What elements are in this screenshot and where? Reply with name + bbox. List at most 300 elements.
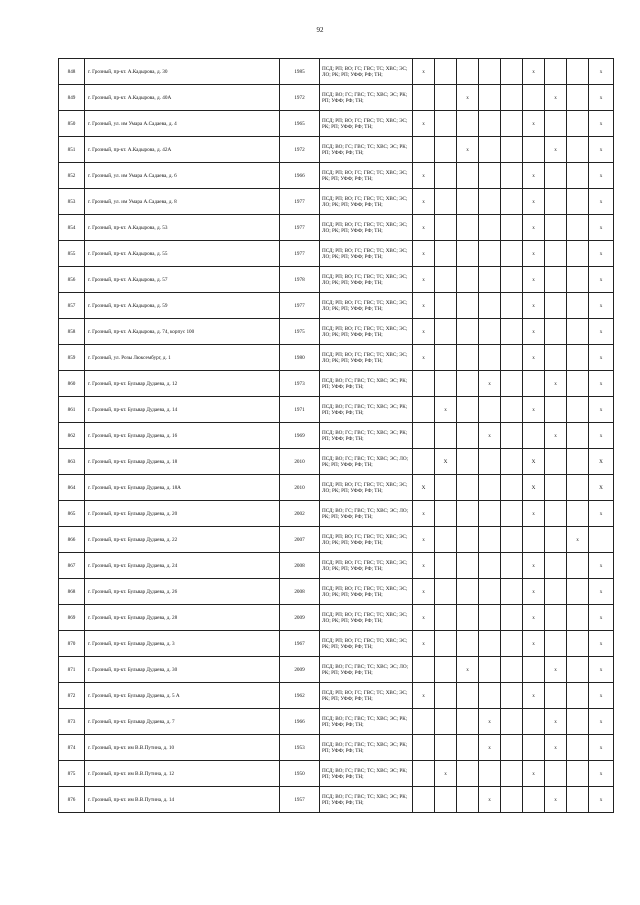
mark-cell: x <box>457 85 479 111</box>
mark-cell <box>435 163 457 189</box>
mark-cell <box>501 267 523 293</box>
year-cell: 2010 <box>280 475 320 501</box>
mark-cell: x <box>589 163 614 189</box>
table-row <box>59 527 614 553</box>
works-list-cell: ПСД; ВО; ГС; ГВС; ТС; ХВС; ЭС; РК; РП; УФФ; РФ; ТН; <box>320 371 413 397</box>
mark-cell: x <box>413 527 435 553</box>
mark-cell <box>501 137 523 163</box>
mark-cell <box>501 319 523 345</box>
table-row <box>59 215 614 241</box>
mark-cell: x <box>523 397 545 423</box>
row-number: 865 <box>59 501 85 527</box>
year-cell: 1975 <box>280 319 320 345</box>
mark-cell <box>413 449 435 475</box>
mark-cell <box>501 579 523 605</box>
address-cell: г. Грозный, пр-кт. им В.В.Путина, д. 10 <box>85 735 280 761</box>
address-cell: г. Грозный, пр-кт. А.Кадырова, д. 30 <box>85 59 280 85</box>
address-cell: г. Грозный, пр-кт. Бульвар Дудаева, д. 12 <box>85 371 280 397</box>
table-row <box>59 475 614 501</box>
mark-cell <box>567 709 589 735</box>
mark-cell <box>545 449 567 475</box>
mark-cell <box>567 267 589 293</box>
mark-cell <box>457 605 479 631</box>
mark-cell <box>501 189 523 215</box>
mark-cell: x <box>479 423 501 449</box>
mark-cell <box>457 449 479 475</box>
mark-cell: x <box>413 163 435 189</box>
row-number: 862 <box>59 423 85 449</box>
mark-cell: x <box>589 735 614 761</box>
mark-cell <box>567 137 589 163</box>
mark-cell: x <box>589 59 614 85</box>
works-list-cell: ПСД; ВО; ГС; ГВС; ТС; ХВС; ЭС; РК; РП; УФФ; РФ; ТН; <box>320 85 413 111</box>
table-row <box>59 605 614 631</box>
mark-cell <box>545 163 567 189</box>
mark-cell <box>457 631 479 657</box>
mark-cell: x <box>567 527 589 553</box>
table-row <box>59 657 614 683</box>
mark-cell <box>435 605 457 631</box>
works-list-cell: ПСД; РП; ВО; ГС; ГВС; ТС; ХВС; ЭС; ЛО; РК; РП; УФФ; РФ; ТН; <box>320 605 413 631</box>
year-cell: 2009 <box>280 657 320 683</box>
address-cell: г. Грозный, пр-кт. А.Кадырова, д. 57 <box>85 267 280 293</box>
address-cell: г. Грозный, пр-кт. Бульвар Дудаева, д. 26 <box>85 579 280 605</box>
works-list-cell: ПСД; ВО; ГС; ГВС; ТС; ХВС; ЭС; ЛО; РК; РП; УФФ; РФ; ТН; <box>320 501 413 527</box>
mark-cell <box>479 59 501 85</box>
mark-cell <box>545 553 567 579</box>
mark-cell <box>501 59 523 85</box>
mark-cell <box>435 345 457 371</box>
row-number: 868 <box>59 579 85 605</box>
address-cell: г. Грозный, ул. им Умара А.Садаева, д. 6 <box>85 163 280 189</box>
mark-cell <box>523 423 545 449</box>
mark-cell: x <box>589 397 614 423</box>
mark-cell <box>523 709 545 735</box>
address-cell: г. Грозный, пр-кт. Бульвар Дудаева, д. 30 <box>85 657 280 683</box>
mark-cell <box>501 475 523 501</box>
address-cell: г. Грозный, пр-кт. Бульвар Дудаева, д. 14 <box>85 397 280 423</box>
mark-cell <box>479 475 501 501</box>
mark-cell <box>457 215 479 241</box>
mark-cell <box>501 657 523 683</box>
works-list-cell: ПСД; ВО; ГС; ГВС; ТС; ХВС; ЭС; РК; РП; УФФ; РФ; ТН; <box>320 397 413 423</box>
row-number: 856 <box>59 267 85 293</box>
mark-cell <box>545 397 567 423</box>
mark-cell: x <box>479 735 501 761</box>
mark-cell <box>545 605 567 631</box>
mark-cell: x <box>523 631 545 657</box>
mark-cell: x <box>589 85 614 111</box>
mark-cell <box>567 657 589 683</box>
mark-cell <box>457 735 479 761</box>
mark-cell: x <box>589 423 614 449</box>
mark-cell <box>479 657 501 683</box>
mark-cell <box>567 111 589 137</box>
mark-cell <box>501 397 523 423</box>
mark-cell <box>479 267 501 293</box>
mark-cell <box>457 761 479 787</box>
mark-cell: X <box>589 449 614 475</box>
mark-cell <box>479 553 501 579</box>
mark-cell <box>479 397 501 423</box>
mark-cell <box>435 137 457 163</box>
mark-cell <box>501 449 523 475</box>
mark-cell <box>501 345 523 371</box>
mark-cell <box>479 527 501 553</box>
row-number: 869 <box>59 605 85 631</box>
address-cell: г. Грозный, пр-кт. А.Кадырова, д. 59 <box>85 293 280 319</box>
year-cell: 2008 <box>280 553 320 579</box>
mark-cell <box>479 345 501 371</box>
address-cell: г. Грозный, пр-кт. Бульвар Дудаева, д. 3 <box>85 631 280 657</box>
works-list-cell: ПСД; ВО; ГС; ГВС; ТС; ХВС; ЭС; РК; РП; УФФ; РФ; ТН; <box>320 709 413 735</box>
mark-cell: x <box>413 267 435 293</box>
mark-cell <box>567 423 589 449</box>
mark-cell: x <box>435 397 457 423</box>
mark-cell: x <box>457 657 479 683</box>
works-list-cell: ПСД; РП; ВО; ГС; ГВС; ТС; ХВС; ЭС; ЛО; РК; РП; УФФ; РФ; ТН; <box>320 527 413 553</box>
mark-cell <box>479 683 501 709</box>
mark-cell <box>567 293 589 319</box>
mark-cell: x <box>479 709 501 735</box>
mark-cell <box>523 787 545 813</box>
mark-cell <box>567 501 589 527</box>
mark-cell <box>479 137 501 163</box>
year-cell: 2008 <box>280 579 320 605</box>
works-list-cell: ПСД; РП; ВО; ГС; ГВС; ТС; ХВС; ЭС; ЛО; РК; РП; УФФ; РФ; ТН; <box>320 189 413 215</box>
mark-cell <box>567 215 589 241</box>
mark-cell: x <box>589 631 614 657</box>
year-cell: 1971 <box>280 397 320 423</box>
table-row <box>59 397 614 423</box>
row-number: 864 <box>59 475 85 501</box>
works-list-cell: ПСД; ВО; ГС; ГВС; ТС; ХВС; ЭС; ЛО; РК; РП; УФФ; РФ; ТН; <box>320 657 413 683</box>
mark-cell <box>413 85 435 111</box>
mark-cell <box>435 319 457 345</box>
address-cell: г. Грозный, пр-кт. Бульвар Дудаева, д. 7 <box>85 709 280 735</box>
mark-cell: x <box>523 605 545 631</box>
mark-cell <box>413 657 435 683</box>
year-cell: 1962 <box>280 683 320 709</box>
mark-cell <box>589 527 614 553</box>
row-number: 850 <box>59 111 85 137</box>
year-cell: 1957 <box>280 787 320 813</box>
row-number: 851 <box>59 137 85 163</box>
year-cell: 1969 <box>280 423 320 449</box>
mark-cell: x <box>545 423 567 449</box>
mark-cell: x <box>413 605 435 631</box>
mark-cell <box>435 189 457 215</box>
mark-cell <box>457 241 479 267</box>
mark-cell <box>435 423 457 449</box>
address-cell: г. Грозный, пр-кт. Бульвар Дудаева, д. 18А <box>85 475 280 501</box>
table-row <box>59 787 614 813</box>
mark-cell <box>567 397 589 423</box>
mark-cell: x <box>545 787 567 813</box>
mark-cell: x <box>589 657 614 683</box>
mark-cell: x <box>589 501 614 527</box>
mark-cell: x <box>413 111 435 137</box>
year-cell: 1977 <box>280 189 320 215</box>
row-number: 866 <box>59 527 85 553</box>
mark-cell <box>567 683 589 709</box>
row-number: 859 <box>59 345 85 371</box>
mark-cell <box>457 111 479 137</box>
year-cell: 1980 <box>280 345 320 371</box>
page-number: 92 <box>316 26 324 34</box>
row-number: 849 <box>59 85 85 111</box>
works-list-cell: ПСД; РП; ВО; ГС; ГВС; ТС; ХВС; ЭС; ЛО; РК; РП; УФФ; РФ; ТН; <box>320 319 413 345</box>
year-cell: 2010 <box>280 449 320 475</box>
mark-cell <box>413 397 435 423</box>
row-number: 867 <box>59 553 85 579</box>
mark-cell <box>479 111 501 137</box>
mark-cell: x <box>413 59 435 85</box>
mark-cell: x <box>413 553 435 579</box>
mark-cell <box>501 111 523 137</box>
works-list-cell: ПСД; РП; ВО; ГС; ГВС; ТС; ХВС; ЭС; ЛО; РК; РП; УФФ; РФ; ТН; <box>320 241 413 267</box>
mark-cell <box>435 527 457 553</box>
mark-cell: x <box>413 579 435 605</box>
address-cell: г. Грозный, пр-кт. А.Кадырова, д. 74, корпус 100 <box>85 319 280 345</box>
mark-cell <box>501 553 523 579</box>
mark-cell: x <box>523 501 545 527</box>
mark-cell <box>457 319 479 345</box>
mark-cell: x <box>589 111 614 137</box>
mark-cell <box>479 579 501 605</box>
mark-cell <box>501 423 523 449</box>
works-list-cell: ПСД; РП; ВО; ГС; ГВС; ТС; ХВС; ЭС; РК; РП; УФФ; РФ; ТН; <box>320 111 413 137</box>
works-list-cell: ПСД; ВО; ГС; ГВС; ТС; ХВС; ЭС; РК; РП; УФФ; РФ; ТН; <box>320 787 413 813</box>
mark-cell <box>435 709 457 735</box>
mark-cell: x <box>523 215 545 241</box>
year-cell: 2007 <box>280 527 320 553</box>
mark-cell <box>435 267 457 293</box>
mark-cell <box>567 449 589 475</box>
address-cell: г. Грозный, пр-кт. им В.В.Путина, д. 12 <box>85 761 280 787</box>
mark-cell <box>435 579 457 605</box>
mark-cell <box>545 683 567 709</box>
row-number: 874 <box>59 735 85 761</box>
mark-cell: x <box>413 215 435 241</box>
mark-cell <box>435 475 457 501</box>
mark-cell <box>435 631 457 657</box>
mark-cell: x <box>523 319 545 345</box>
mark-cell <box>435 553 457 579</box>
row-number: 848 <box>59 59 85 85</box>
table-row <box>59 163 614 189</box>
mark-cell <box>435 683 457 709</box>
table-row <box>59 423 614 449</box>
year-cell: 1965 <box>280 111 320 137</box>
mark-cell <box>567 85 589 111</box>
mark-cell <box>523 371 545 397</box>
mark-cell <box>501 683 523 709</box>
mark-cell: x <box>589 241 614 267</box>
works-list-cell: ПСД; ВО; ГС; ГВС; ТС; ХВС; ЭС; РК; РП; УФФ; РФ; ТН; <box>320 761 413 787</box>
mark-cell: x <box>523 345 545 371</box>
mark-cell <box>545 189 567 215</box>
mark-cell <box>523 85 545 111</box>
mark-cell <box>457 423 479 449</box>
year-cell: 1966 <box>280 163 320 189</box>
table-row <box>59 293 614 319</box>
mark-cell: x <box>413 189 435 215</box>
mark-cell: X <box>523 449 545 475</box>
mark-cell <box>501 293 523 319</box>
mark-cell: x <box>545 85 567 111</box>
mark-cell <box>567 189 589 215</box>
year-cell: 1973 <box>280 371 320 397</box>
mark-cell <box>567 787 589 813</box>
mark-cell <box>545 319 567 345</box>
row-number: 852 <box>59 163 85 189</box>
mark-cell: x <box>523 761 545 787</box>
mark-cell <box>413 787 435 813</box>
mark-cell: X <box>589 475 614 501</box>
mark-cell <box>567 345 589 371</box>
mark-cell: x <box>589 319 614 345</box>
mark-cell: x <box>589 683 614 709</box>
mark-cell <box>457 553 479 579</box>
mark-cell <box>457 293 479 319</box>
mark-cell <box>501 163 523 189</box>
table-row <box>59 501 614 527</box>
address-cell: г. Грозный, пр-кт. Бульвар Дудаева, д. 22 <box>85 527 280 553</box>
mark-cell: x <box>589 189 614 215</box>
mark-cell <box>435 85 457 111</box>
mark-cell <box>567 371 589 397</box>
row-number: 875 <box>59 761 85 787</box>
mark-cell <box>413 371 435 397</box>
mark-cell <box>501 241 523 267</box>
mark-cell: x <box>589 215 614 241</box>
mark-cell <box>457 59 479 85</box>
table-row <box>59 59 614 85</box>
works-list-cell: ПСД; РП; ВО; ГС; ГВС; ТС; ХВС; ЭС; ЛО; РК; РП; УФФ; РФ; ТН; <box>320 345 413 371</box>
mark-cell: x <box>523 553 545 579</box>
address-cell: г. Грозный, ул. им Умара А.Садаева, д. 8 <box>85 189 280 215</box>
mark-cell <box>523 657 545 683</box>
mark-cell <box>567 475 589 501</box>
address-cell: г. Грозный, пр-кт. Бульвар Дудаева, д. 18 <box>85 449 280 475</box>
address-cell: г. Грозный, пр-кт. Бульвар Дудаева, д. 28 <box>85 605 280 631</box>
table-row <box>59 631 614 657</box>
mark-cell <box>457 189 479 215</box>
mark-cell <box>545 59 567 85</box>
table-row <box>59 137 614 163</box>
mark-cell <box>457 371 479 397</box>
address-cell: г. Грозный, пр-кт. А.Кадырова, д. 42А <box>85 137 280 163</box>
mark-cell: x <box>589 761 614 787</box>
mark-cell <box>457 683 479 709</box>
mark-cell: x <box>523 241 545 267</box>
table-row <box>59 189 614 215</box>
mark-cell: x <box>589 553 614 579</box>
mark-cell <box>479 189 501 215</box>
table-row <box>59 85 614 111</box>
mark-cell <box>545 293 567 319</box>
mark-cell <box>545 267 567 293</box>
year-cell: 1966 <box>280 709 320 735</box>
mark-cell <box>479 241 501 267</box>
mark-cell: x <box>523 267 545 293</box>
year-cell: 1972 <box>280 85 320 111</box>
mark-cell <box>567 163 589 189</box>
mark-cell: X <box>523 475 545 501</box>
row-number: 861 <box>59 397 85 423</box>
address-cell: г. Грозный, пр-кт. им В.В.Путина, д. 14 <box>85 787 280 813</box>
table-row <box>59 267 614 293</box>
mark-cell: x <box>545 735 567 761</box>
year-cell: 2009 <box>280 605 320 631</box>
mark-cell: x <box>589 579 614 605</box>
mark-cell <box>457 163 479 189</box>
mark-cell <box>501 527 523 553</box>
mark-cell <box>501 501 523 527</box>
mark-cell <box>413 423 435 449</box>
mark-cell <box>457 527 479 553</box>
mark-cell <box>435 371 457 397</box>
mark-cell <box>567 553 589 579</box>
mark-cell <box>479 631 501 657</box>
mark-cell: x <box>545 657 567 683</box>
mark-cell: x <box>479 371 501 397</box>
address-cell: г. Грозный, ул. им Умара А.Садаева, д. 4 <box>85 111 280 137</box>
mark-cell <box>545 631 567 657</box>
mark-cell: x <box>413 501 435 527</box>
mark-cell: x <box>523 189 545 215</box>
year-cell: 1953 <box>280 735 320 761</box>
year-cell: 1977 <box>280 293 320 319</box>
mark-cell: x <box>589 137 614 163</box>
table-row <box>59 319 614 345</box>
mark-cell <box>413 709 435 735</box>
mark-cell <box>545 501 567 527</box>
mark-cell <box>501 85 523 111</box>
table-row <box>59 761 614 787</box>
mark-cell: x <box>523 111 545 137</box>
mark-cell <box>523 527 545 553</box>
mark-cell <box>501 215 523 241</box>
mark-cell <box>479 319 501 345</box>
mark-cell <box>457 267 479 293</box>
mark-cell <box>413 137 435 163</box>
table-row <box>59 241 614 267</box>
mark-cell <box>435 735 457 761</box>
mark-cell <box>567 319 589 345</box>
year-cell: 1977 <box>280 215 320 241</box>
works-list-cell: ПСД; РП; ВО; ГС; ГВС; ТС; ХВС; ЭС; ЛО; РК; РП; УФФ; РФ; ТН; <box>320 59 413 85</box>
year-cell: 1967 <box>280 631 320 657</box>
mark-cell: x <box>479 787 501 813</box>
works-list-cell: ПСД; ВО; ГС; ГВС; ТС; ХВС; ЭС; РК; РП; УФФ; РФ; ТН; <box>320 137 413 163</box>
mark-cell <box>545 761 567 787</box>
year-cell: 2002 <box>280 501 320 527</box>
mark-cell: x <box>435 761 457 787</box>
mark-cell <box>457 345 479 371</box>
mark-cell: x <box>523 163 545 189</box>
works-list-cell: ПСД; РП; ВО; ГС; ГВС; ТС; ХВС; ЭС; ЛО; РК; РП; УФФ; РФ; ТН; <box>320 579 413 605</box>
year-cell: 1977 <box>280 241 320 267</box>
row-number: 855 <box>59 241 85 267</box>
mark-cell <box>457 579 479 605</box>
mark-cell <box>545 345 567 371</box>
mark-cell: x <box>523 683 545 709</box>
mark-cell <box>501 709 523 735</box>
mark-cell: x <box>523 293 545 319</box>
mark-cell: x <box>413 631 435 657</box>
